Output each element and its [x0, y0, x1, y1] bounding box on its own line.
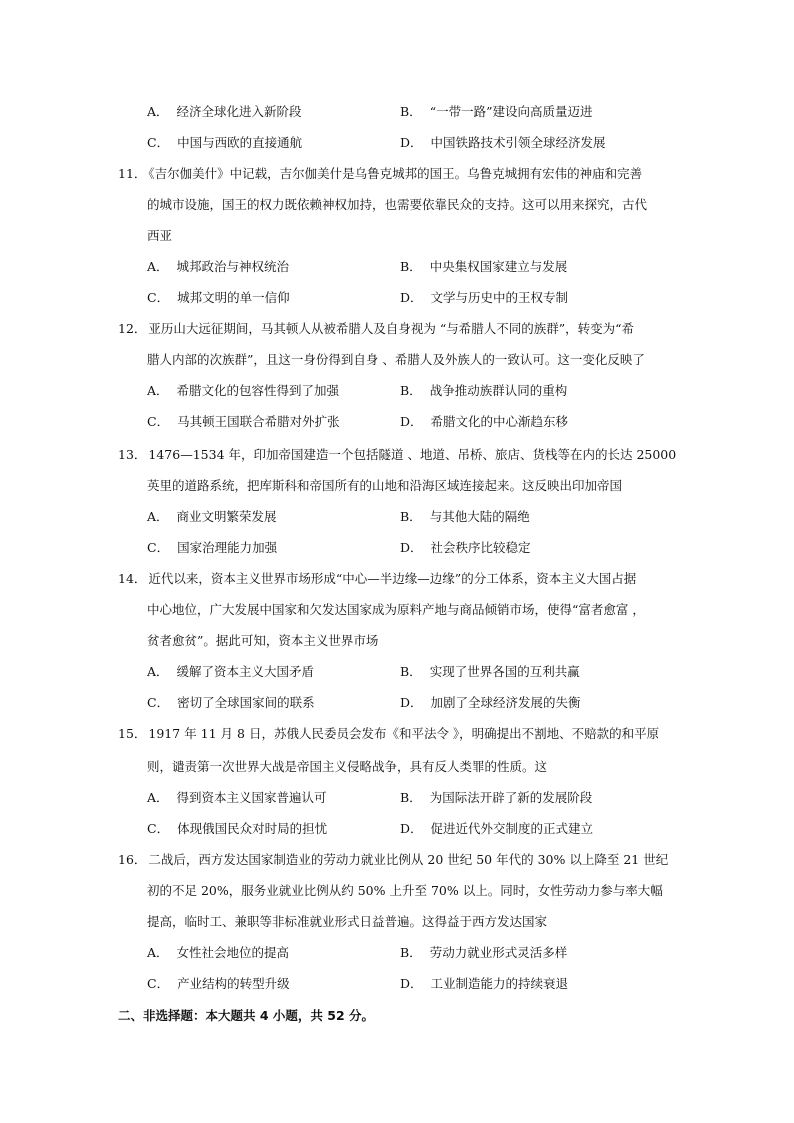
option-text: 劳动力就业形式灵活多样 [429, 945, 568, 960]
option-letter: D． [400, 290, 423, 305]
option-text: 与其他大陆的隔绝 [429, 509, 530, 524]
option-letter: D． [400, 414, 423, 429]
question-text: 《吉尔伽美什》中记载，吉尔伽美什是乌鲁克城邦的国王。乌鲁克城拥有宏伟的神庙和完善 [148, 166, 643, 181]
q10-option-d [400, 135, 606, 151]
question-number: 13． [118, 447, 147, 462]
option-text: 城邦政治与神权统治 [176, 259, 290, 274]
option-text: 密切了全球国家间的联系 [177, 695, 315, 710]
q14-option-d [400, 695, 581, 711]
q15-option-d [400, 821, 593, 837]
option-letter: D． [400, 540, 423, 555]
question-text: 1917 年 11 月 8 日，苏俄人民委员会发布《和平法令 》，明确提出不割地、不赔款的和平原 [148, 726, 660, 741]
q16-option-b [400, 945, 567, 961]
option-letter: A． [147, 790, 169, 805]
option-letter: B． [400, 259, 422, 274]
option-letter: D． [400, 135, 423, 150]
option-text: 体现俄国民众对时局的担忧 [177, 821, 328, 836]
q16-option-a [147, 945, 289, 961]
q11-option-b [400, 259, 567, 275]
option-text: 希腊文化的中心渐趋东移 [430, 414, 569, 429]
q10-option-c [147, 135, 302, 151]
option-text: 得到资本主义国家普遍认可 [176, 790, 327, 805]
option-letter: C． [147, 976, 170, 991]
question-text: 二战后，西方发达国家制造业的劳动力就业比例从 20 世纪 50 年代的 30% 以上降至 21 世纪 [148, 852, 669, 867]
option-letter: A． [147, 664, 169, 679]
option-text: 城邦文明的单一信仰 [177, 290, 290, 305]
option-text: 中央集权国家建立与发展 [429, 259, 568, 274]
option-letter: B． [400, 509, 422, 524]
option-text: “一带一路”建设向高质量迈进 [429, 104, 593, 119]
option-text: 国家治理能力加强 [177, 540, 278, 555]
q14-stem-line-2: 中心地位，广大发展中国家和欠发达国家成为原料产地与商品倾销市场，使得“富者愈富 ， [147, 602, 645, 617]
q12-stem-line-2: 腊人内部的次族群”，且这一身份得到自身 、希腊人及外族人的一致认可。这一变化反映了 [147, 352, 645, 367]
option-letter: A． [147, 383, 169, 398]
q10-option-b [400, 104, 592, 120]
option-text: 中国与西欧的直接通航 [177, 135, 303, 150]
q13-option-d [400, 540, 531, 556]
option-text: 社会秩序比较稳定 [430, 540, 531, 555]
q12-option-d [400, 414, 568, 430]
section-heading: 二、非选择题：本大题共 4 小题，共 52 分。 [118, 1008, 375, 1023]
q11-option-c [147, 290, 290, 306]
option-text: 实现了世界各国的互利共赢 [429, 664, 580, 679]
option-text: 希腊文化的包容性得到了加强 [176, 383, 340, 398]
option-text: 女性社会地位的提高 [176, 945, 290, 960]
question-number: 11． [118, 166, 147, 181]
q11-option-d [400, 290, 568, 306]
q12-option-b [400, 383, 567, 399]
q11-stem-line-3: 西亚 [147, 228, 173, 243]
option-letter: C． [147, 821, 170, 836]
q14-stem-line-1 [118, 571, 636, 587]
question-number: 14． [118, 571, 147, 586]
question-number: 15． [118, 726, 147, 741]
option-letter: C． [147, 135, 170, 150]
option-text: 经济全球化进入新阶段 [176, 104, 302, 119]
question-text: 近代以来，资本主义世界市场形成“中心—半边缘—边缘”的分工体系，资本主义大国占据 [148, 571, 637, 586]
option-text: 为国际法开辟了新的发展阶段 [429, 790, 593, 805]
q16-stem-line-3: 提高，临时工、兼职等非标准就业形式日益普遍。这得益于西方发达国家 [147, 914, 548, 929]
option-letter: B． [400, 383, 422, 398]
q15-option-a [147, 790, 327, 806]
option-text: 文学与历史中的王权专制 [430, 290, 569, 305]
option-letter: B． [400, 790, 422, 805]
q13-option-a [147, 509, 277, 525]
option-letter: D． [400, 821, 423, 836]
q12-stem-line-1 [118, 321, 634, 337]
question-text: 1476—1534 年，印加帝国建造一个包括隧道 、地道、吊桥、旅店、货栈等在内的长达 25000 [148, 447, 677, 462]
option-letter: B． [400, 664, 422, 679]
q14-option-b [400, 664, 580, 680]
option-text: 商业文明繁荣发展 [176, 509, 277, 524]
q16-option-c [147, 976, 290, 992]
question-text: 亚历山大远征期间，马其顿人从被希腊人及自身视为 “与希腊人不同的族群”，转变为“希 [148, 321, 635, 336]
option-letter: C． [147, 540, 170, 555]
q13-stem-line-2: 英里的道路系统，把库斯科和帝国所有的山地和沿海区域连接起来。这反映出印加帝国 [147, 478, 623, 493]
option-letter: C． [147, 695, 170, 710]
option-letter: B． [400, 104, 422, 119]
option-text: 缓解了资本主义大国矛盾 [176, 664, 315, 679]
q16-stem-line-2: 初的不足 20%，服务业就业比例从约 50% 上升至 70% 以上。同时，女性劳动力参与率大幅 [147, 883, 663, 898]
option-letter: C． [147, 290, 170, 305]
option-letter: D． [400, 976, 423, 991]
q10-option-a [147, 104, 302, 120]
q11-stem-line-1 [118, 166, 642, 182]
option-text: 加剧了全球经济发展的失衡 [430, 695, 581, 710]
option-text: 马其顿王国联合希腊对外扩张 [177, 414, 340, 429]
option-letter: B． [400, 945, 422, 960]
q15-stem-line-1 [118, 726, 659, 742]
q14-option-c [147, 695, 315, 711]
q15-option-c [147, 821, 327, 837]
option-text: 中国铁路技术引领全球经济发展 [430, 135, 606, 150]
option-letter: A． [147, 945, 169, 960]
q15-stem-line-2: 则，谴责第一次世界大战是帝国主义侵略战争，具有反人类罪的性质。这 [147, 759, 548, 774]
q15-option-b [400, 790, 592, 806]
q11-option-a [147, 259, 289, 275]
option-text: 产业结构的转型升级 [177, 976, 290, 991]
q14-stem-line-3: 贫者愈贫”。据此可知，资本主义世界市场 [147, 633, 379, 648]
q13-stem-line-1 [118, 447, 676, 463]
option-text: 工业制造能力的持续衰退 [430, 976, 569, 991]
q16-stem-line-1 [118, 852, 668, 868]
option-letter: A． [147, 509, 169, 524]
q16-option-d [400, 976, 568, 992]
option-text: 促进近代外交制度的正式建立 [430, 821, 594, 836]
option-letter: A． [147, 104, 169, 119]
q12-option-c [147, 414, 340, 430]
option-letter: A． [147, 259, 169, 274]
question-number: 16． [118, 852, 147, 867]
q14-option-a [147, 664, 314, 680]
q13-option-c [147, 540, 277, 556]
q11-stem-line-2: 的城市设施，国王的权力既依赖神权加持，也需要依靠民众的支持。这可以用来探究，古代 [147, 197, 648, 212]
q12-option-a [147, 383, 339, 399]
question-number: 12． [118, 321, 147, 336]
option-letter: C． [147, 414, 170, 429]
option-text: 战争推动族群认同的重构 [429, 383, 568, 398]
q13-option-b [400, 509, 530, 525]
option-letter: D． [400, 695, 423, 710]
